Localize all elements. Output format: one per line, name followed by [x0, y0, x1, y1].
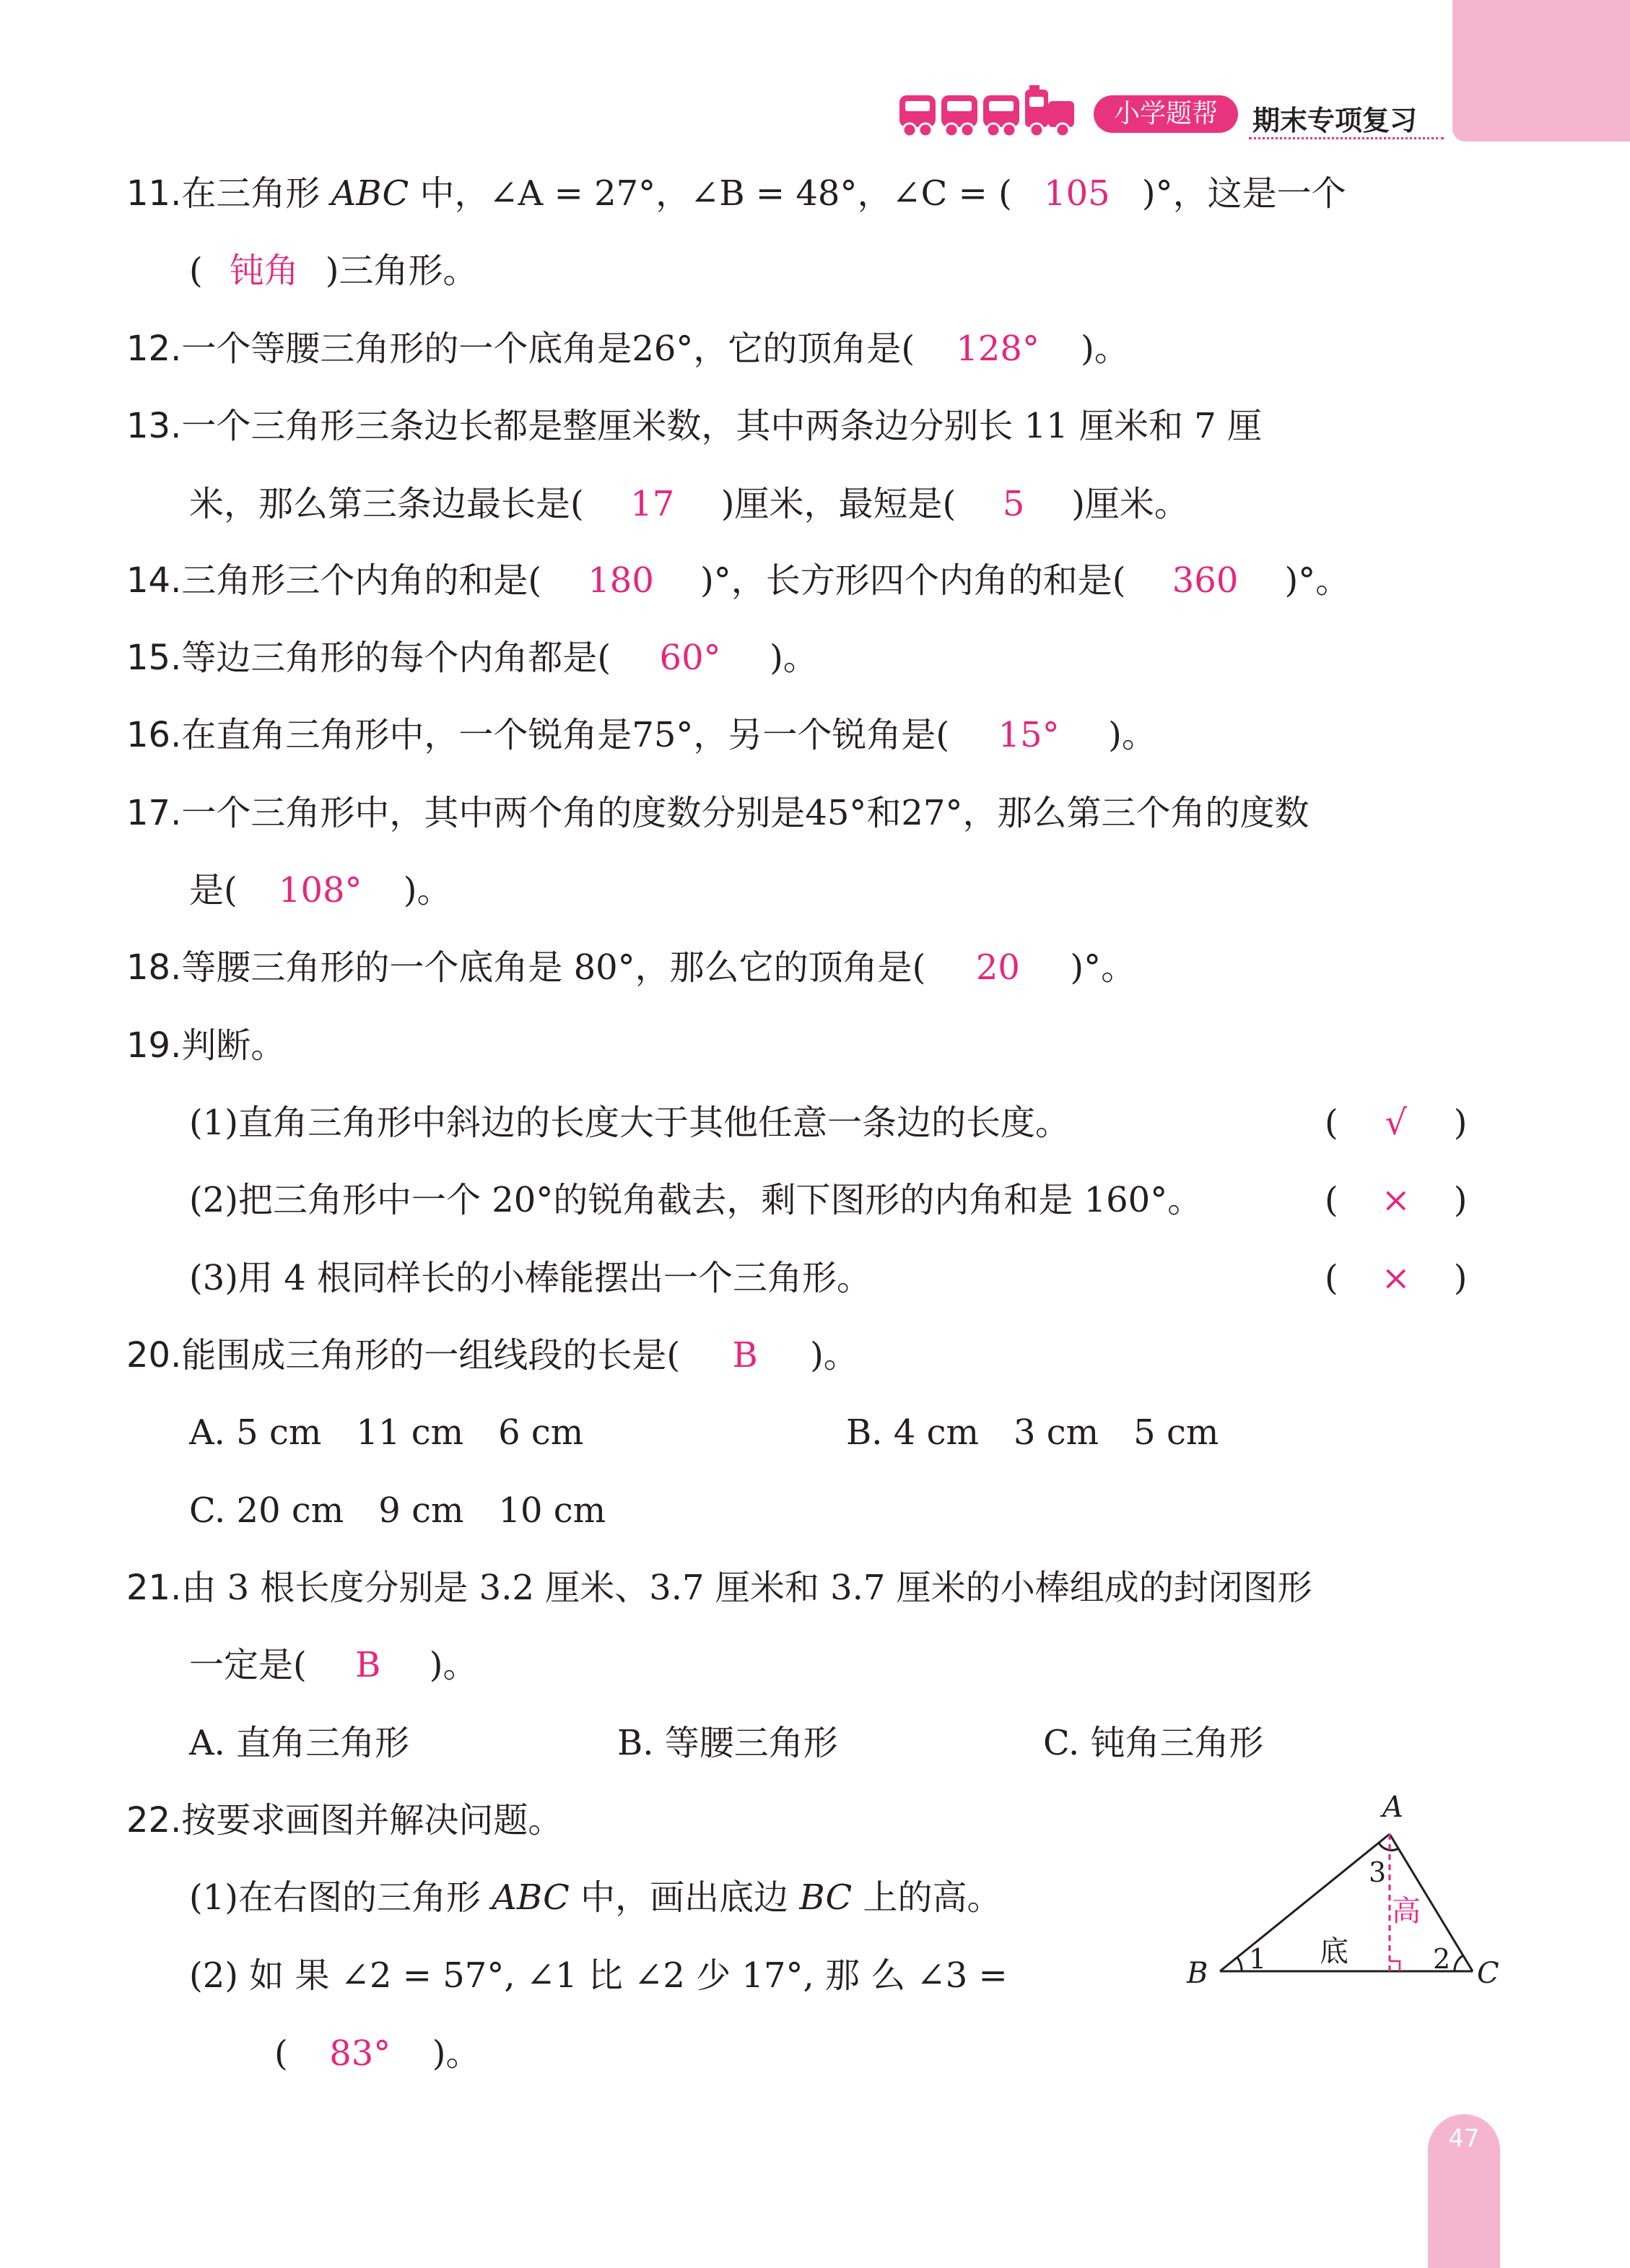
question-15: 15.等边三角形的每个内角都是( 60° )。: [126, 638, 818, 678]
question-text: 三角形三个内角的和是(: [181, 560, 542, 601]
answer: 180: [588, 560, 654, 601]
base-label: 底: [1320, 1935, 1348, 1968]
train-icon: [895, 85, 1083, 143]
angle-1-arc: [1237, 1958, 1242, 1971]
option-b: B. 4 cm 3 cm 5 cm: [846, 1412, 1219, 1453]
question-22: [126, 1799, 562, 1842]
answer: 128°: [956, 329, 1040, 369]
angle-1-label: 1: [1249, 1943, 1267, 1975]
triangle-figure: [1177, 1791, 1509, 2000]
question-21: [126, 1566, 1312, 1609]
question-11: [126, 172, 1346, 215]
question-text: 等边三角形的每个内角都是(: [181, 638, 611, 678]
answer: 钝角: [229, 251, 299, 291]
question-number: 14.: [126, 560, 182, 601]
question-20: 20.能围成三角形的一组线段的长是( B )。: [126, 1335, 858, 1376]
angle-2-arc: [1455, 1955, 1463, 1971]
question-16: 16.在直角三角形中，一个锐角是75°，另一个锐角是( 15° )。: [126, 715, 1156, 755]
brand-badge: 小学题帮: [1094, 95, 1238, 133]
vertex-a-label: A: [1382, 1791, 1403, 1824]
question-number: 16.: [126, 715, 182, 755]
answer: 5: [1002, 484, 1025, 524]
question-14: 14.三角形三个内角的和是( 180 )°，长方形四个内角的和是( 360 )°。: [126, 560, 1351, 601]
question-13-line2: 米，那么第三条边最长是( 17 )厘米，最短是( 5 )厘米。: [189, 484, 1189, 524]
vertex-b-label: B: [1187, 1957, 1208, 1990]
q22-sub1: (1)在右图的三角形 ABC 中，画出底边 BC 上的高。: [189, 1877, 1002, 1918]
section-title: 期末专项复习: [1252, 105, 1418, 136]
question-11-line2: ( 钝角 )三角形。: [189, 251, 478, 291]
page-number: 47: [1448, 2124, 1480, 2153]
q22-sub2: (2) 如 果 ∠2 = 57°, ∠1 比 ∠2 少 17°, 那 么 ∠3 =: [189, 1955, 1008, 1996]
judge-answer-1: ( √ ): [1325, 1103, 1468, 1143]
answer: 20: [975, 947, 1020, 988]
triangle-name: ABC: [331, 173, 409, 214]
judge-item-3: (3)用 4 根同样长的小棒能摆出一个三角形。: [189, 1258, 872, 1298]
question-number: 17.: [126, 793, 182, 833]
question-text: 等腰三角形的一个底角是 80°，那么它的顶角是(: [181, 947, 926, 988]
cross-mark: ×: [1381, 1258, 1411, 1298]
question-17-line2: 是( 108° )。: [189, 870, 452, 911]
question-number: 15.: [126, 638, 182, 678]
answer: 60°: [659, 638, 721, 678]
question-number: 20.: [126, 1335, 182, 1376]
question-text: 中，∠A = 27°，∠B = 48°，∠C = (: [419, 173, 1012, 214]
answer: 17: [630, 484, 675, 524]
answer: B: [732, 1335, 758, 1376]
option-a: A. 直角三角形: [189, 1723, 410, 1763]
judge-answer-3: ( × ): [1325, 1258, 1468, 1298]
question-number: 21.: [126, 1568, 182, 1608]
question-number: 18.: [126, 947, 182, 988]
question-12: 12.一个等腰三角形的一个底角是26°，它的顶角是( 128° )。: [126, 329, 1129, 369]
question-text: 一个三角形中，其中两个角的度数分别是45°和27°，那么第三个角的度数: [181, 793, 1309, 833]
question-number: 19.: [126, 1025, 182, 1066]
cross-mark: ×: [1381, 1180, 1411, 1220]
question-number: 11.: [126, 173, 182, 214]
angle-3-label: 3: [1369, 1856, 1387, 1888]
q22-answer-line: ( 83° )。: [274, 2033, 481, 2074]
judge-answer-2: ( × ): [1325, 1180, 1468, 1220]
question-text: 一个三角形三条边长都是整厘米数，其中两条边分别长 11 厘米和 7 厘: [181, 406, 1262, 446]
answer: 83°: [329, 2033, 391, 2074]
answer: B: [355, 1645, 381, 1685]
right-angle-mark: [1390, 1961, 1400, 1971]
option-b: B. 等腰三角形: [617, 1723, 838, 1763]
question-text: )°，这是一个: [1141, 173, 1346, 214]
question-13: [126, 404, 1262, 448]
side-ab: [1220, 1834, 1390, 1971]
corner-tab-top: [1452, 0, 1630, 142]
answer: 360: [1172, 560, 1239, 601]
question-text: 一个等腰三角形的一个底角是26°，它的顶角是(: [181, 329, 915, 369]
angle-2-label: 2: [1433, 1943, 1451, 1975]
option-a: A. 5 cm 11 cm 6 cm: [189, 1412, 584, 1453]
question-18: 18.等腰三角形的一个底角是 80°，那么它的顶角是( 20 )°。: [126, 947, 1136, 988]
header-underline: [1249, 137, 1444, 139]
question-text: 能围成三角形的一组线段的长是(: [181, 1335, 681, 1376]
height-label: 高: [1392, 1895, 1421, 1928]
answer: 105: [1044, 173, 1110, 214]
option-c: C. 20 cm 9 cm 10 cm: [189, 1490, 606, 1531]
vertex-c-label: C: [1477, 1957, 1499, 1990]
check-mark: √: [1385, 1103, 1408, 1143]
judge-item-2: (2)把三角形中一个 20°的锐角截去，剩下图形的内角和是 160°。: [189, 1180, 1203, 1220]
question-19: [126, 1024, 285, 1067]
question-text: 判断。: [181, 1025, 286, 1066]
question-number: 22.: [126, 1800, 182, 1841]
question-17: [126, 791, 1309, 835]
judge-item-1: (1)直角三角形中斜边的长度大于其他任意一条边的长度。: [189, 1103, 1070, 1143]
question-21-line2: 一定是( B )。: [189, 1645, 478, 1685]
question-number: 13.: [126, 406, 182, 446]
question-text: 在直角三角形中，一个锐角是75°，另一个锐角是(: [181, 715, 950, 755]
question-number: 12.: [126, 329, 182, 369]
option-c: C. 钝角三角形: [1043, 1723, 1264, 1763]
question-text: 在三角形: [181, 173, 321, 214]
question-text: 由 3 根长度分别是 3.2 厘米、3.7 厘米和 3.7 厘米的小棒组成的封闭图形: [181, 1568, 1312, 1608]
answer: 108°: [278, 870, 362, 911]
question-text: 按要求画图并解决问题。: [181, 1800, 563, 1841]
answer: 15°: [998, 715, 1060, 755]
